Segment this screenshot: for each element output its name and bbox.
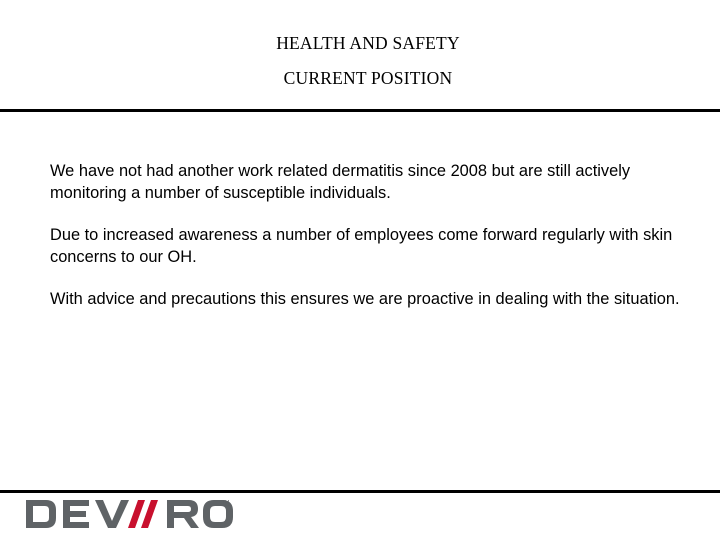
body-paragraph: We have not had another work related dermatitis since 2008 but are still actively monitoring a number of susceptible individuals. bbox=[50, 162, 631, 202]
slide-body bbox=[50, 160, 710, 330]
svg-text:TM: TM bbox=[222, 500, 230, 506]
slide-title: HEALTH AND SAFETY bbox=[276, 33, 460, 53]
body-paragraph: With advice and precautions this ensures we are proactive in dealing with the situation. bbox=[50, 290, 680, 308]
footer-divider bbox=[0, 490, 720, 493]
body-paragraph: Due to increased awareness a number of employees come forward regularly with skin concerns to our OH. bbox=[50, 226, 673, 266]
slide-subtitle: CURRENT POSITION bbox=[283, 68, 453, 88]
devro-logo bbox=[26, 497, 236, 531]
header-divider bbox=[0, 109, 720, 112]
devro-logo-mark bbox=[26, 497, 236, 531]
